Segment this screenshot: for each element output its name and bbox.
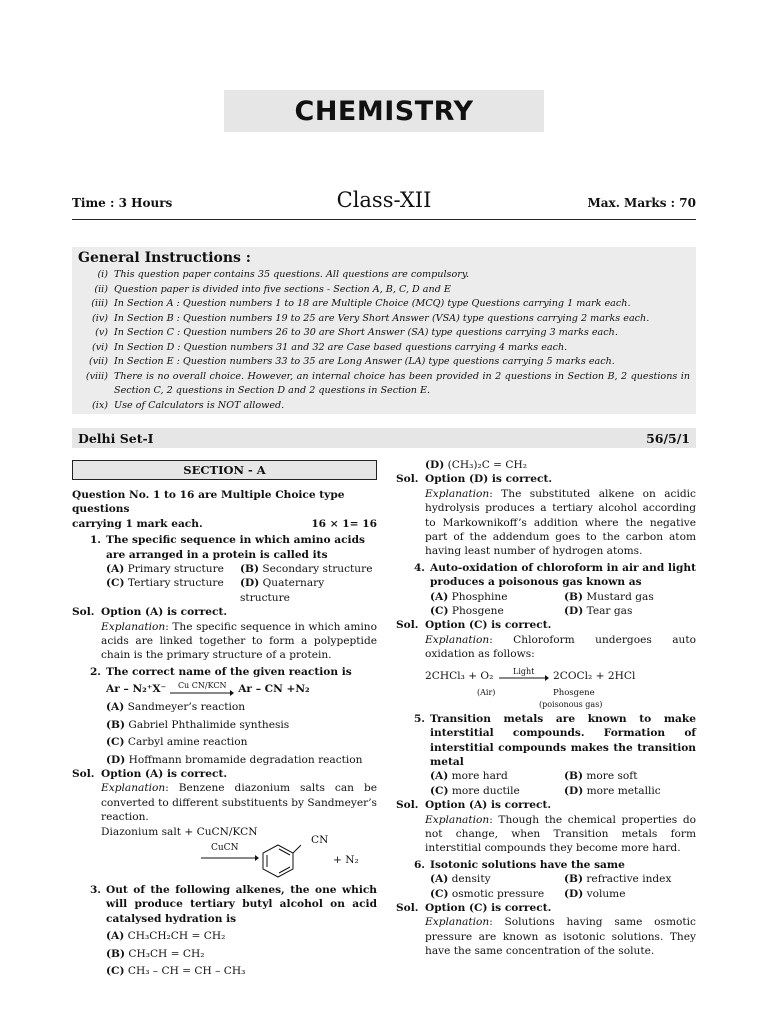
option [430,887,564,901]
option-label: (C) [106,577,125,590]
question-number: 4. [413,561,425,574]
answer: Option (C) is correct. [425,619,552,632]
option-text: Phosgene [451,605,504,618]
question-text: The correct name of the given reaction is [106,665,352,678]
question-text: Isotonic solutions have the same [430,858,625,871]
option [396,458,696,472]
explanation [425,813,696,856]
options [430,769,696,798]
solution-6 [396,901,696,959]
explanation-text: : The substituted alkene on acidic hydrolysis produces a tertiary alcohol according to Markownikoff’s addition where the negative part of the addendum goes to the carbon atom having least number of hydrogen atoms. [425,487,696,558]
arrow-reagent: Cu CN/KCN [177,681,227,691]
reaction-equation [106,681,377,696]
option [564,769,696,783]
solution-1 [72,605,377,663]
option-label: (B) [240,563,259,576]
instruction-item [78,268,690,283]
explanation-text: : The specific sequence in which amino acids are linked together to form a polypeptide chain is the primary structure of a protein. [101,620,377,662]
instruction-item [78,370,690,399]
answer: Option (A) is correct. [101,606,228,619]
instruction-text: In Section A : Question numbers 1 to 18 are Multiple Choice (MCQ) type Questions carrying 1 mark each. [114,298,631,309]
eq-air: (Air) [477,687,496,697]
option [430,590,564,604]
scheme-reagent: CuCN [211,842,239,853]
option-label: (C) [430,887,449,900]
reactant: Ar – N₂⁺X⁻ [106,682,167,695]
option-label: (C) [106,964,125,977]
scheme-arrow-icon [201,855,259,861]
option [564,784,696,798]
option [240,576,377,605]
scheme-cn: CN [311,833,329,846]
question-2 [72,665,377,767]
question-6 [396,858,696,901]
explanation [101,620,377,663]
option-label: (B) [564,873,583,886]
solution-5 [396,798,696,856]
instruction-text: In Section E : Question numbers 33 to 35 are Long Answer (LA) type questions carrying 5 marks each. [114,356,615,367]
instruction-item [78,297,690,312]
question-number: 5. [413,712,425,725]
instruction-number: (viii) [85,370,108,382]
explanation-label: Explanation [101,620,166,633]
option [564,872,696,886]
option-text: CH₃CH = CH₂ [128,947,205,960]
explanation-text: : Chloroform undergoes auto oxidation as follows: [425,633,696,661]
option-label: (B) [106,718,125,731]
instruction-text: Use of Calculators is NOT allowed. [114,399,285,411]
question-number: 2. [89,665,101,678]
instruction-number: (ii) [94,283,108,295]
option-label: (D) [425,459,445,471]
options [430,590,696,619]
option-label: (C) [106,736,125,749]
solution-4 [396,618,696,709]
explanation-label: Explanation [425,916,490,929]
explanation-label: Explanation [425,633,490,646]
option-text: CH₃CH₂CH = CH₂ [127,930,226,943]
solution-3 [396,472,696,558]
instruction-number: (iv) [92,312,108,324]
instruction-text: In Section D : Question numbers 31 and 32 are Case based questions carrying 4 marks each. [114,341,568,353]
eq-right: 2COCl₂ + 2HCl [553,669,636,682]
instruction-number: (iii) [91,298,108,309]
option [106,700,377,714]
option [106,929,377,943]
option [106,576,240,605]
max-marks-label: Max. Marks : 70 [587,196,696,210]
option-text: Tear gas [586,605,633,618]
answer: Option (C) is correct. [425,901,552,914]
question-3 [72,883,377,978]
scheme-n2: + N₂ [333,853,359,866]
options [106,562,377,605]
instruction-text: This question paper contains 35 questions. All questions are compulsory. [114,269,470,280]
option-label: (D) [240,577,260,590]
option-text: volume [586,887,626,900]
instruction-item [78,355,690,370]
option [106,718,377,732]
subject-title-box [224,90,544,132]
option-label: (A) [430,873,449,886]
option-text: Quaternary structure [240,577,325,604]
question-number: 3. [89,883,101,896]
product: Ar – CN +N₂ [238,682,310,695]
general-instructions [72,247,696,414]
eq-left: 2CHCl₃ + O₂ [425,669,494,682]
set-bar [72,428,696,448]
sol-label: Sol. [396,473,419,486]
options [430,872,696,901]
answer: Option (A) is correct. [425,799,552,812]
option [106,735,377,749]
instruction-number: (vii) [88,356,108,367]
header-divider [72,219,696,220]
option [106,562,240,576]
explanation-label: Explanation [425,487,490,500]
chloroform-equation [425,662,696,709]
instruction-number: (vi) [92,341,108,353]
option-text: Hoffmann bromamide degradation reaction [128,753,363,766]
explanation [101,781,377,824]
option [106,964,377,978]
option-text: more metallic [586,784,661,797]
explanation [425,633,696,662]
sol-label: Sol. [396,619,419,632]
section-intro-2: carrying 1 mark each. [72,517,203,530]
option [430,769,564,783]
eq-poison: (poisonous gas) [539,699,603,709]
option-label: (A) [106,563,125,576]
option-text: (CH₃)₂C = CH₂ [447,459,528,471]
option [430,872,564,886]
option-text: Phosphine [451,590,508,603]
answer: Option (D) is correct. [425,473,553,486]
instruction-number: (v) [95,327,108,338]
explanation [425,915,696,958]
explanation-label: Explanation [425,813,490,826]
option-label: (D) [106,753,126,766]
eq-phosgene: Phosgene [553,687,595,698]
eq-arrow-label: Light [513,666,535,676]
option-label: (A) [106,701,125,714]
sol-label: Sol. [72,767,95,780]
reaction-arrow [170,681,234,696]
instruction-item [78,283,690,298]
option-label: (C) [430,605,449,618]
option-label: (B) [564,770,583,783]
option [564,590,696,604]
instruction-text: In Section C : Question numbers 26 to 30 are Short Answer (SA) type questions carrying 3 marks each. [114,327,618,338]
option-text: Carbyl amine reaction [127,736,248,749]
question-number: 6. [413,858,425,871]
explanation-text: : Benzene diazonium salts can be converted to different substituents by Sandmeyer’s reaction. [101,782,377,824]
option-text: osmotic pressure [451,887,545,900]
option-label: (A) [430,770,449,783]
sol-label: Sol. [396,901,419,914]
option-label: (C) [430,784,449,797]
explanation [425,487,696,559]
option-text: Sandmeyer’s reaction [127,701,246,714]
explanation-text: : Though the chemical properties do not change, when Transition metals form interstitial compounds they become more hard. [425,813,696,855]
explanation-label: Explanation [101,782,166,795]
question-text: Auto-oxidation of chloroform in air and light produces a poisonous gas known as [430,561,696,589]
sol-label: Sol. [396,799,419,812]
instruction-text: There is no overall choice. However, an internal choice has been provided in 2 questions in Section B, 2 questions in Section C, 2 questions in Section D and 2 questions in Section E. [114,370,690,396]
option-text: refractive index [586,873,672,886]
benzene-ring-icon [261,843,301,879]
time-label: Time : 3 Hours [72,196,173,210]
option-text: Secondary structure [262,563,373,576]
option [430,604,564,618]
question-1 [72,533,377,605]
option-text: density [451,873,491,886]
option-text: more ductile [451,784,520,797]
benzonitrile-scheme [101,833,377,879]
option [430,784,564,798]
option [564,887,696,901]
sol-label: Sol. [72,606,95,619]
question-5 [396,712,696,798]
left-column [72,460,377,978]
option-text: more hard [451,770,508,783]
option-text: Gabriel Phthalimide synthesis [128,718,290,731]
section-title: SECTION - A [72,460,377,480]
question-text: Transition metals are known to make interstitial compounds. Formation of interstitial compounds makes the transition metal [430,712,696,768]
option-text: CH₃ – CH = CH – CH₃ [127,964,246,977]
class-label: Class-XII [336,188,432,212]
subject-title: CHEMISTRY [294,95,474,127]
instruction-item [78,399,690,414]
question-4 [396,561,696,619]
option-label: (B) [106,947,125,960]
instruction-item [78,326,690,341]
question-text: The specific sequence in which amino acids are arranged in a protein is called its [106,534,365,561]
instruction-text: In Section B : Question numbers 19 to 25 are Very Short Answer (VSA) type questions carrying 2 marks each. [114,312,650,324]
arrow-icon [170,690,234,696]
instruction-number: (ix) [92,399,108,411]
explanation-text: : Solutions having same osmotic pressure are known as isotonic solutions. They have the same concentration of the solute. [425,916,696,958]
set-name: Delhi Set-I [78,430,154,446]
option-label: (D) [564,887,584,900]
option-text: Tertiary structure [127,577,224,590]
option-label: (D) [564,784,584,797]
question-number: 1. [89,534,101,547]
solution-2 [72,767,377,879]
section-intro: Question No. 1 to 16 are Multiple Choice type questions [72,489,345,516]
option [106,753,377,767]
question-text: Out of the following alkenes, the one which will produce tertiary butyl alcohol on acid catalysed hydration is [106,883,377,925]
option [564,604,696,618]
option-text: Primary structure [127,563,224,576]
option-label: (B) [564,590,583,603]
instruction-number: (i) [97,269,108,280]
option-label: (A) [106,930,125,943]
section-marks: 16 × 1= 16 [311,517,377,530]
option-text: more soft [586,770,638,783]
instruction-text: Question paper is divided into five sections - Section A, B, C, D and E [114,283,451,295]
option [240,562,377,576]
eq-arrow-icon [499,675,549,681]
instruction-item [78,312,690,327]
option-text: Mustard gas [586,590,654,603]
option-label: (A) [430,590,449,603]
section-intro-line [72,517,377,531]
scheme-line: Diazonium salt + CuCN/KCN [101,825,258,838]
paper-header [72,188,696,214]
instructions-title: General Instructions : [78,250,251,266]
option-label: (D) [564,605,584,618]
instruction-item [78,341,690,356]
right-column [396,458,696,959]
answer: Option (A) is correct. [101,767,228,780]
option [106,947,377,961]
set-code: 56/5/1 [646,430,690,446]
